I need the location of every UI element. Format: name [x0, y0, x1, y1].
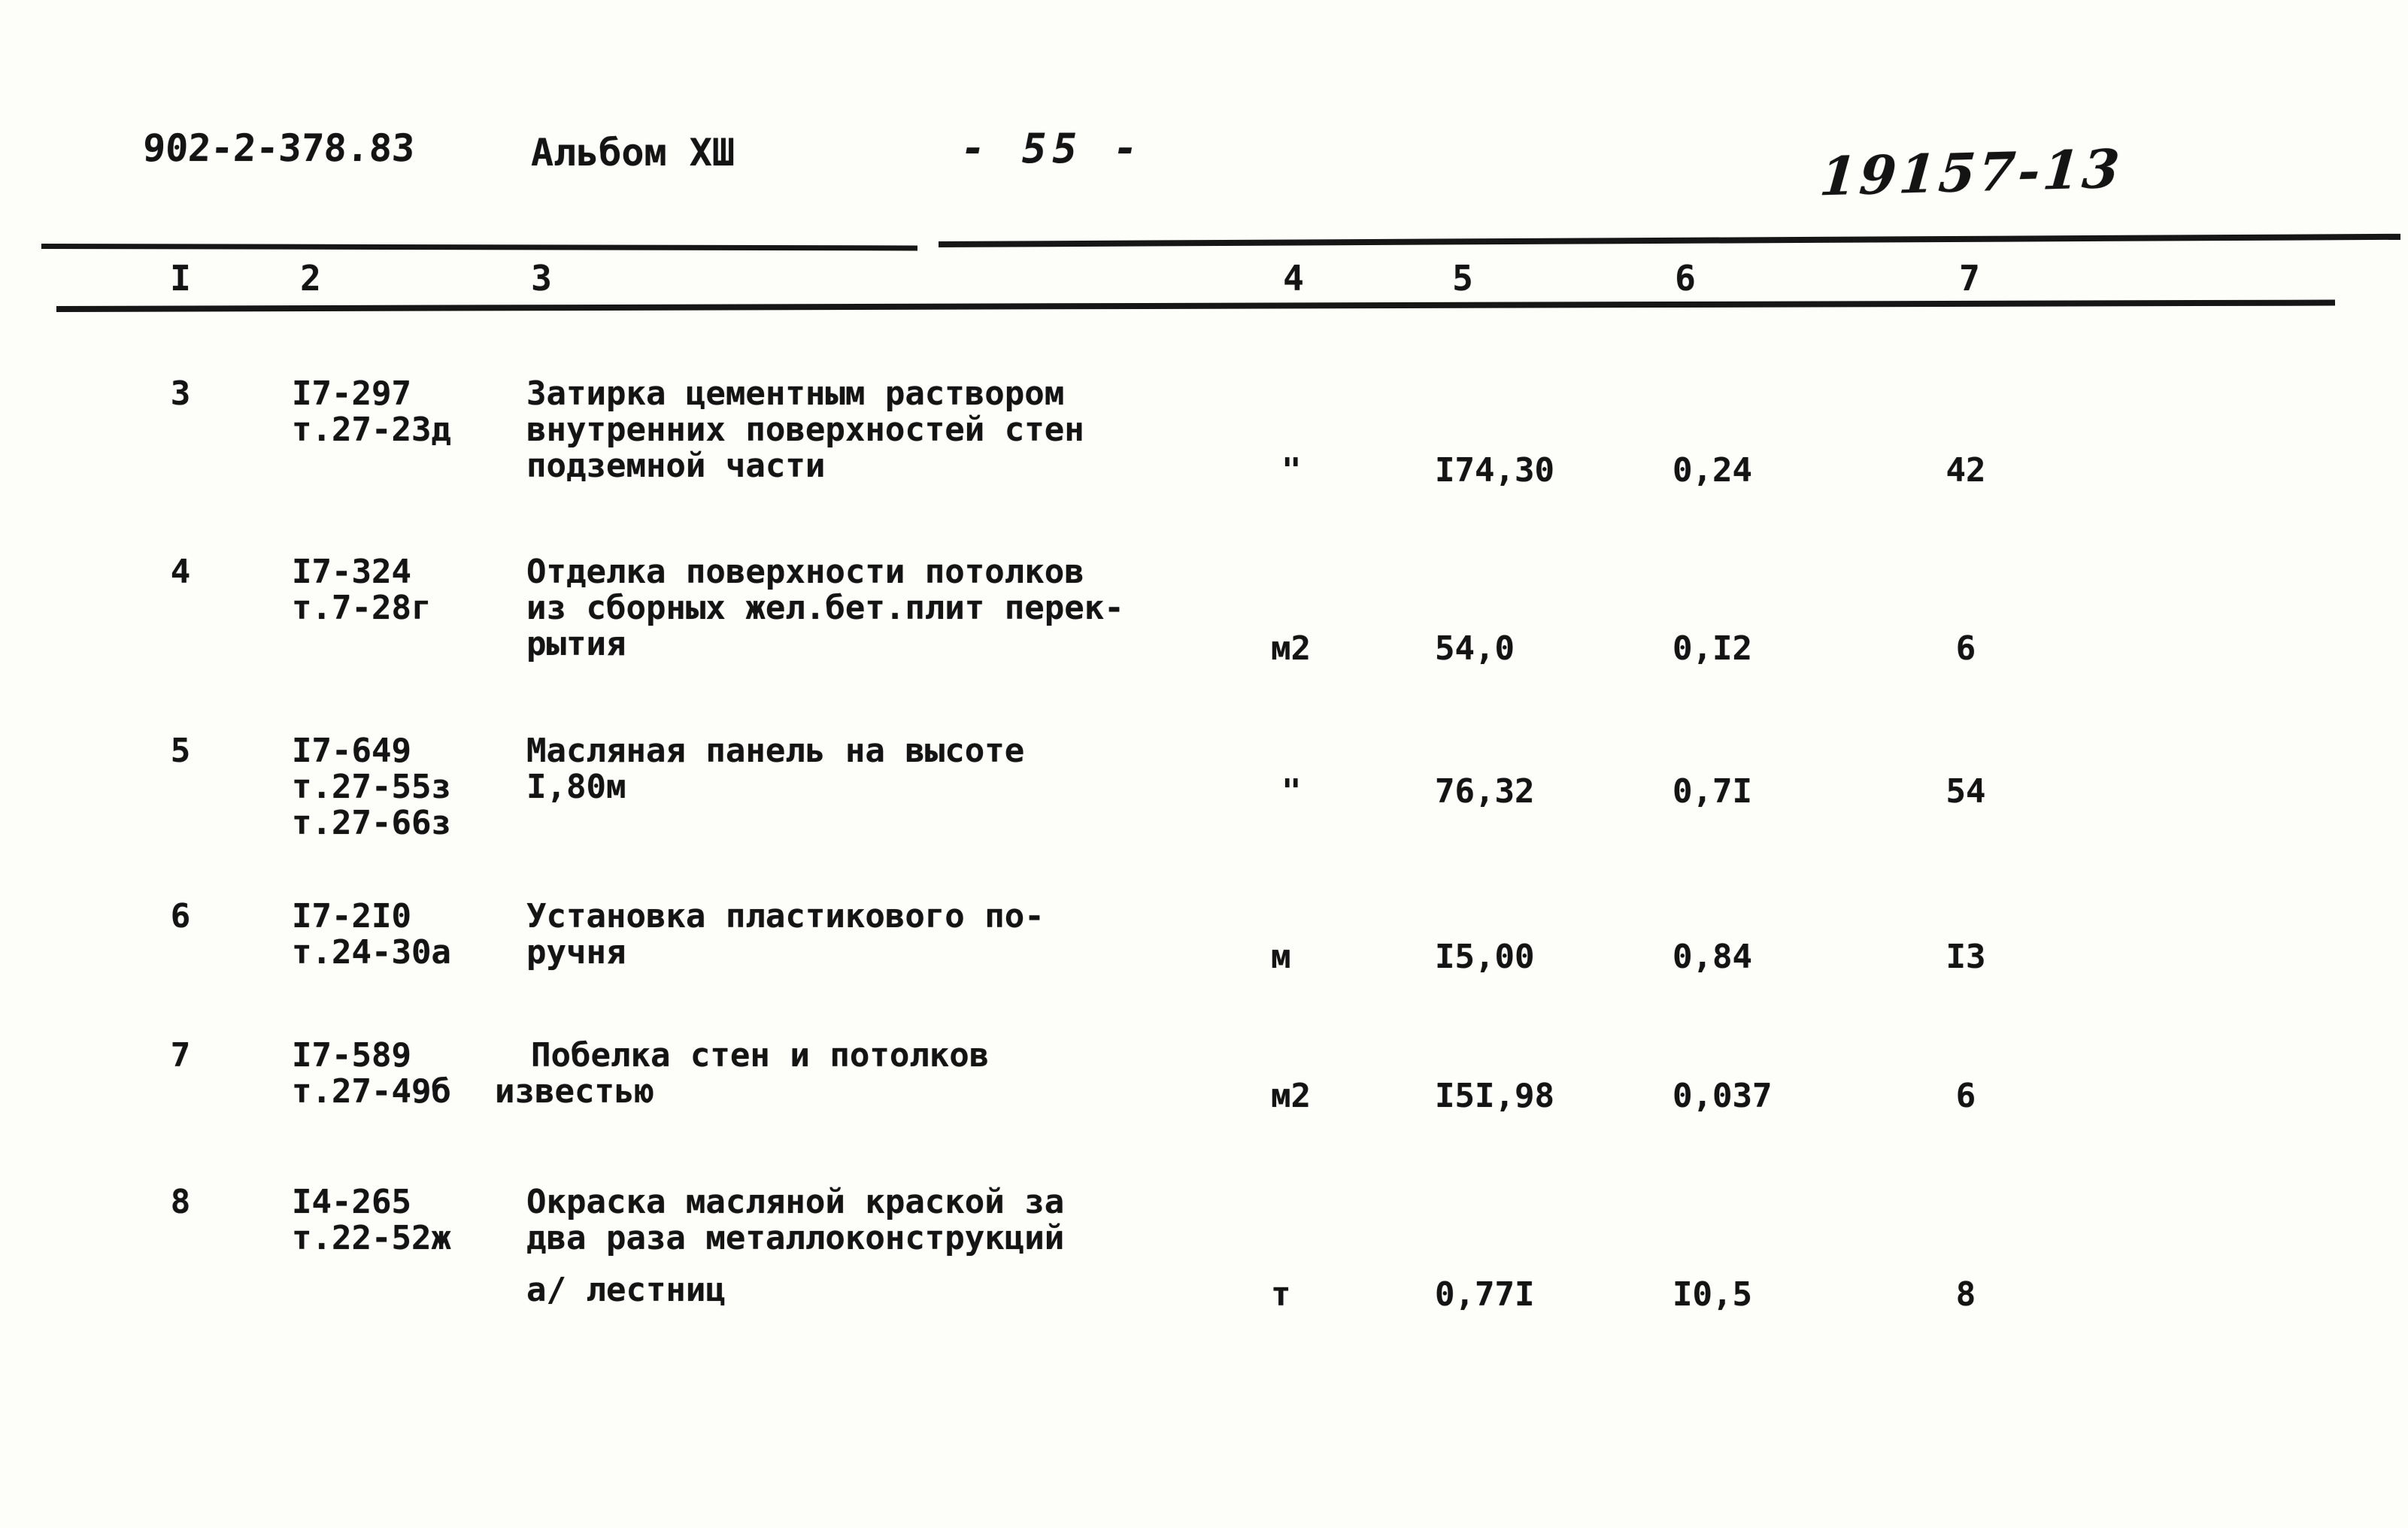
- total-cell: 8: [1955, 1275, 1976, 1314]
- unit-cell: м2: [1271, 1077, 1311, 1115]
- column-number-3: 3: [531, 258, 552, 299]
- table-top-rule-right: [939, 234, 2400, 247]
- column-number-6: 6: [1675, 258, 1696, 299]
- row-desc-line: из сборных жел.бет.плит перек-: [526, 589, 1124, 627]
- row-code-line: т.22-52ж: [292, 1219, 451, 1257]
- table-top-rule-left: [41, 244, 917, 250]
- row-number: 3: [170, 374, 191, 413]
- row-code-line: I7-2I0: [292, 897, 411, 935]
- row-desc-line: Затирка цементным раствором: [526, 374, 1065, 413]
- row-code-line: т.27-66з: [292, 804, 451, 842]
- quantity-cell: 76,32: [1435, 772, 1535, 811]
- quantity-cell: I5,00: [1435, 938, 1535, 976]
- quantity-cell: I74,30: [1435, 451, 1554, 490]
- total-cell: 54: [1946, 772, 1986, 811]
- column-number-7: 7: [1959, 258, 1980, 299]
- column-number-1: I: [170, 258, 191, 299]
- row-code-line: т.27-23д: [292, 411, 451, 449]
- rate-cell: 0,037: [1673, 1077, 1773, 1115]
- total-cell: 42: [1946, 451, 1986, 490]
- total-cell: I3: [1946, 938, 1986, 976]
- row-number: 8: [170, 1183, 191, 1221]
- row-number: 4: [170, 553, 191, 591]
- row-desc-line: Отделка поверхности потолков: [526, 553, 1084, 591]
- row-code-line: I7-589: [292, 1036, 411, 1075]
- rate-cell: 0,7I: [1673, 772, 1752, 811]
- album-label: Альбом ХШ: [531, 131, 735, 174]
- total-cell: 6: [1955, 629, 1976, 668]
- doc-number: 902-2-378.83: [141, 126, 416, 170]
- row-code-line: т.27-55з: [292, 768, 451, 806]
- stamp-number: 19157-13: [1817, 137, 2125, 208]
- column-number-2: 2: [300, 258, 321, 299]
- row-desc-line: Установка пластикового по-: [526, 897, 1045, 935]
- rate-cell: 0,24: [1673, 451, 1752, 490]
- row-code-line: т.27-49б: [292, 1072, 451, 1111]
- row-desc-line: Масляная панель на высоте: [526, 732, 1025, 770]
- quantity-cell: 54,0: [1435, 629, 1515, 668]
- unit-cell: т: [1271, 1275, 1291, 1314]
- column-number-5: 5: [1452, 258, 1473, 299]
- row-desc-line: известью: [495, 1072, 654, 1111]
- rate-cell: 0,I2: [1673, 629, 1752, 668]
- row-code-line: т.24-30а: [292, 933, 451, 972]
- unit-cell: м2: [1271, 629, 1311, 668]
- quantity-cell: I5I,98: [1435, 1077, 1554, 1115]
- unit-cell: ": [1281, 451, 1302, 490]
- total-cell: 6: [1955, 1077, 1976, 1115]
- unit-cell: м: [1271, 938, 1291, 976]
- row-code-line: I7-649: [292, 732, 411, 770]
- row-desc-line: два раза металлоконструкций: [526, 1219, 1065, 1257]
- row-code-line: I7-324: [292, 553, 411, 591]
- row-desc-line: Побелка стен и потолков: [531, 1036, 990, 1075]
- table-header-rule: [56, 300, 2335, 312]
- rate-cell: I0,5: [1673, 1275, 1752, 1314]
- row-desc-line: подземной части: [526, 447, 826, 485]
- page-number: - 55 -: [961, 125, 1145, 172]
- row-desc-line: внутренних поверхностей стен: [526, 411, 1084, 449]
- row-desc-line: ручня: [526, 933, 626, 972]
- quantity-cell: 0,77I: [1435, 1275, 1535, 1314]
- row-number: 7: [170, 1036, 191, 1075]
- row-code-line: т.7-28г: [292, 589, 432, 627]
- column-number-4: 4: [1283, 258, 1304, 299]
- row-number: 5: [170, 732, 191, 770]
- rate-cell: 0,84: [1673, 938, 1752, 976]
- row-desc-line: Окраска масляной краской за: [526, 1183, 1065, 1221]
- row-code-line: I7-297: [292, 374, 411, 413]
- row-number: 6: [170, 897, 191, 935]
- unit-cell: ": [1281, 772, 1302, 811]
- row-code-line: I4-265: [292, 1183, 411, 1221]
- row-desc-line: I,80м: [526, 768, 626, 806]
- row-desc-line: а/ лестниц: [526, 1271, 726, 1309]
- row-desc-line: рытия: [526, 625, 626, 663]
